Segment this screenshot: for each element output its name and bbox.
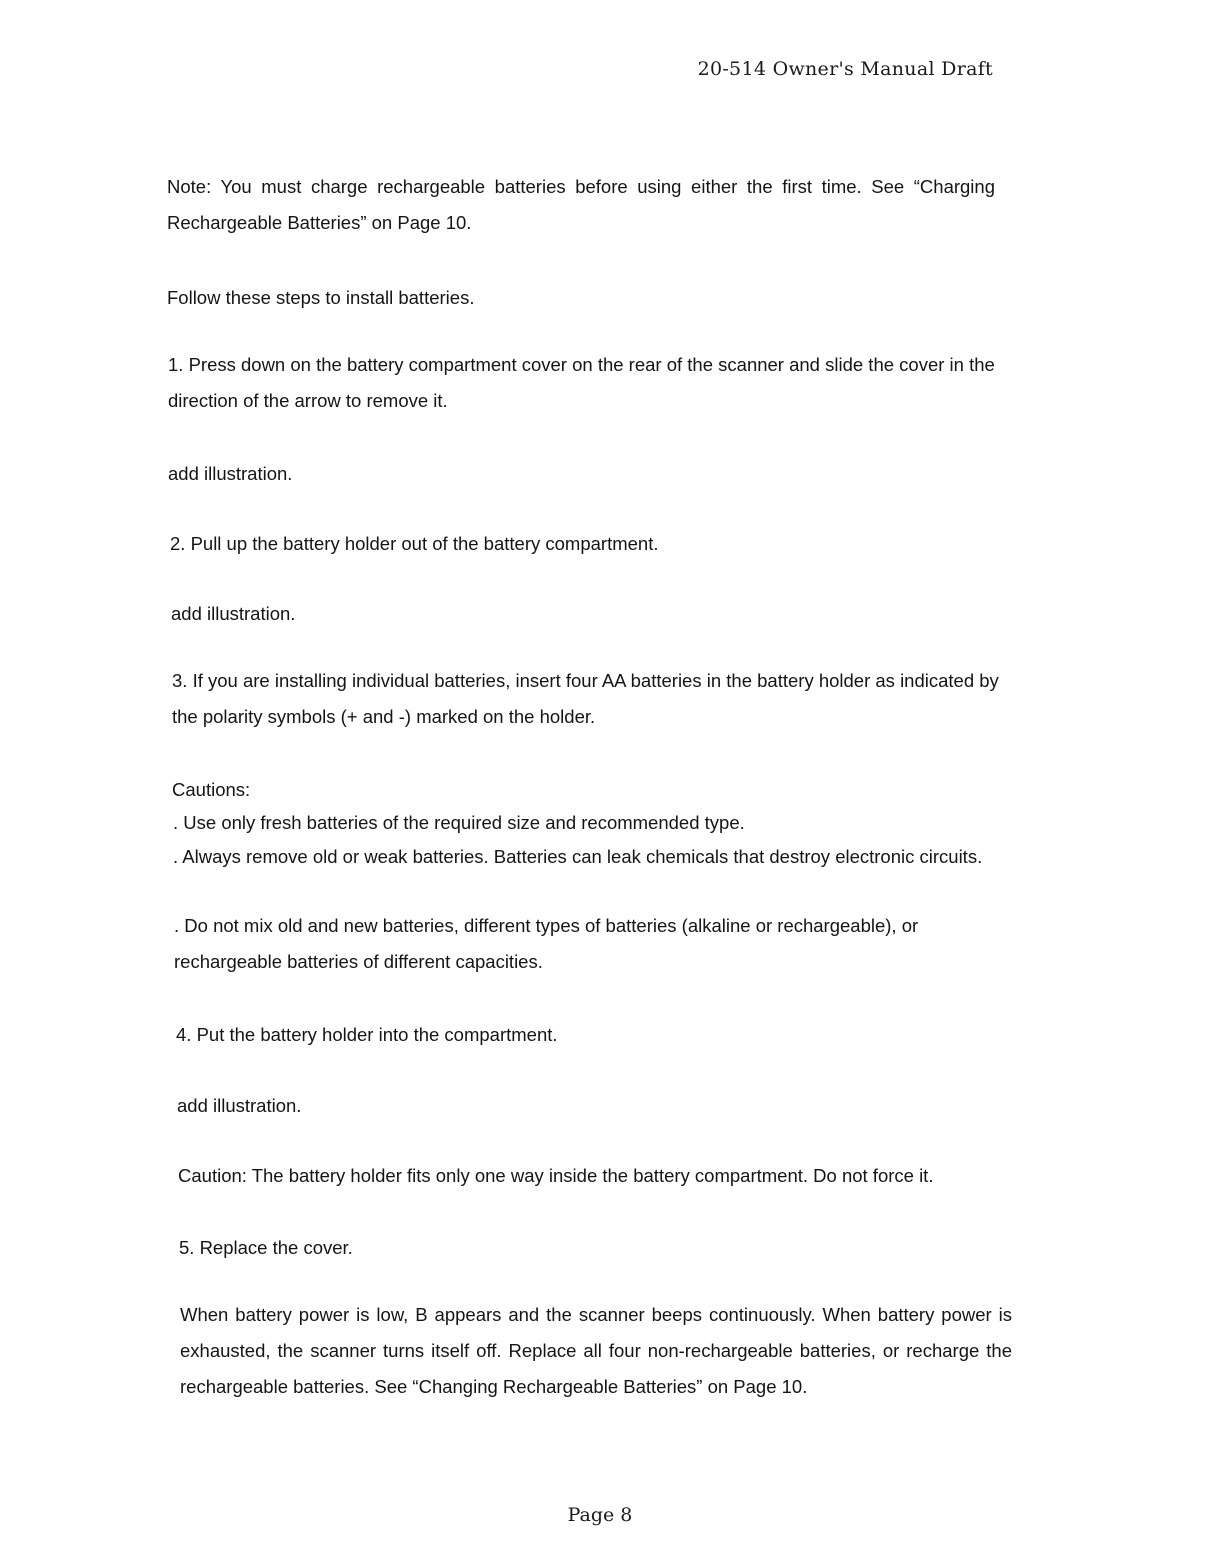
step-1-paragraph: 1. Press down on the battery compartment cover on the rear of the scanner and slide the cover in the direction of the arrow to remove it. [168, 354, 995, 411]
caution-item-3: . Do not mix old and new batteries, different types of batteries (alkaline or rechargeable), or rechargeable batteries of different capacities. [174, 915, 919, 972]
step-3-paragraph: 3. If you are installing individual batteries, insert four AA batteries in the battery holder as indicated by the polarity symbols (+ and -) marked on the holder. [172, 670, 999, 727]
low-power-paragraph: When battery power is low, B appears and the scanner beeps continuously. When battery power is exhausted, the scanner turns itself off. Replace all four non-rechargeable batteries, or recharge the rechargeable batteries. See “Changing Rechargeable Batteries” on Page 10. [180, 1304, 1012, 1397]
note-paragraph: Note: You must charge rechargeable batteries before using either the first time. See “Charging Rechargeable Batteries” on Page 10. [167, 176, 995, 233]
caution-holder-paragraph: Caution: The battery holder fits only one way inside the battery compartment. Do not force it. [178, 1165, 934, 1186]
page-header-title: 20-514 Owner's Manual Draft [697, 58, 993, 80]
caution-item-1: . Use only fresh batteries of the required size and recommended type. [173, 812, 745, 833]
illustration-placeholder-1: add illustration. [168, 463, 293, 484]
illustration-placeholder-2: add illustration. [171, 603, 296, 624]
step-5-paragraph: 5. Replace the cover. [179, 1237, 353, 1258]
cautions-heading: Cautions: [172, 779, 251, 800]
caution-item-2: . Always remove old or weak batteries. Batteries can leak chemicals that destroy electronic circuits. [173, 846, 983, 867]
step-2-paragraph: 2. Pull up the battery holder out of the battery compartment. [170, 533, 659, 554]
step-4-paragraph: 4. Put the battery holder into the compartment. [176, 1024, 558, 1045]
page-number: Page 8 [567, 1504, 633, 1526]
intro-paragraph: Follow these steps to install batteries. [167, 287, 475, 308]
illustration-placeholder-3: add illustration. [177, 1095, 302, 1116]
